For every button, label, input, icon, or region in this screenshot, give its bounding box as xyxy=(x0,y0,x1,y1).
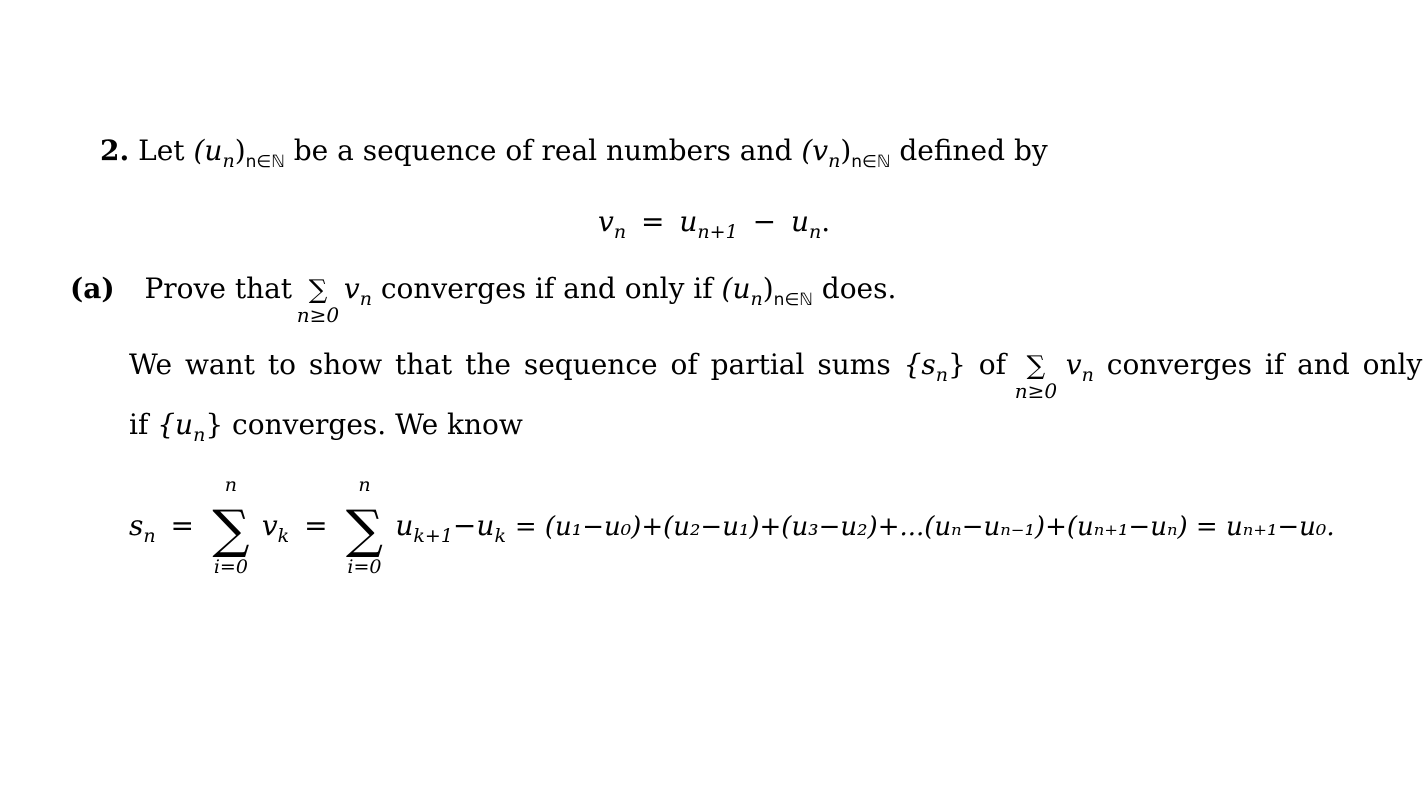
v-symbol: v xyxy=(598,205,614,238)
problem-number: 2. xyxy=(100,134,130,167)
big-summation-1: n ∑ i=0 xyxy=(212,474,250,578)
summation-symbol: ∑ n≥0 xyxy=(296,275,340,327)
s-set: {s xyxy=(903,348,936,381)
let-text: Let xyxy=(138,134,185,167)
expansion-text: = (u₁−u₀)+(u₂−u₁)+(u₃−u₂)+...(uₙ−uₙ₋₁)+(uₙ₊₁−uₙ) = uₙ₊₁−u₀. xyxy=(514,512,1335,542)
does-text: does. xyxy=(812,272,897,305)
problem-statement: 2. Let $(u_n)_{n\in ℕ}$ be a sequence of real numbers and $(v_n)_{n\in ℕ}$ defined by xyxy=(100,134,1048,172)
part-a-question: (a) Prove that ∑ n≥0 $v_n$ converges if and only if $(u_n)_{n\in ℕ}$ does. xyxy=(70,272,897,327)
converges-text: converges if and only if xyxy=(371,272,722,305)
index-set: n∈ℕ xyxy=(245,152,285,172)
equals-sign: = xyxy=(640,205,665,238)
prove-that-text: Prove that xyxy=(144,272,293,305)
statement-text: be a sequence of real numbers and xyxy=(284,134,802,167)
big-summation-2: n ∑ i=0 xyxy=(345,474,383,578)
defined-by-text: defined by xyxy=(890,134,1048,167)
partial-sum-equation: $s_n$ = n ∑ i=0 $v_k$ = n ∑ i=0 $u_{k+1}-u_k = (u_1-u_0)+(u_2-u_1)+(u_3-u_2)+...(u_n-u_{n-1})+(u_{n+1}-u_n) = u_{n+1}-u_0$. xyxy=(129,474,1335,578)
minus-sign: − xyxy=(752,205,777,238)
v-sequence: (v xyxy=(801,134,829,167)
u-sequence: (u xyxy=(193,134,223,167)
definition-equation: $v_n = u_{n+1} - u_n$. xyxy=(598,205,831,243)
index-set-2: n∈ℕ xyxy=(851,152,891,172)
u-symbol: u xyxy=(679,205,698,238)
u-set: {u xyxy=(157,408,194,441)
part-a-label: (a) xyxy=(70,272,115,305)
summation-symbol-2: ∑ n≥0 xyxy=(1014,351,1058,403)
answer-line-2: if $\{u_n\}$ converges. We know xyxy=(129,408,523,446)
answer-line-1: We want to show that the sequence of partial sums $\{s_n\}$ of ∑ n≥0 $v_n$ converges if and only xyxy=(129,348,1423,403)
u-index: n xyxy=(222,150,235,172)
